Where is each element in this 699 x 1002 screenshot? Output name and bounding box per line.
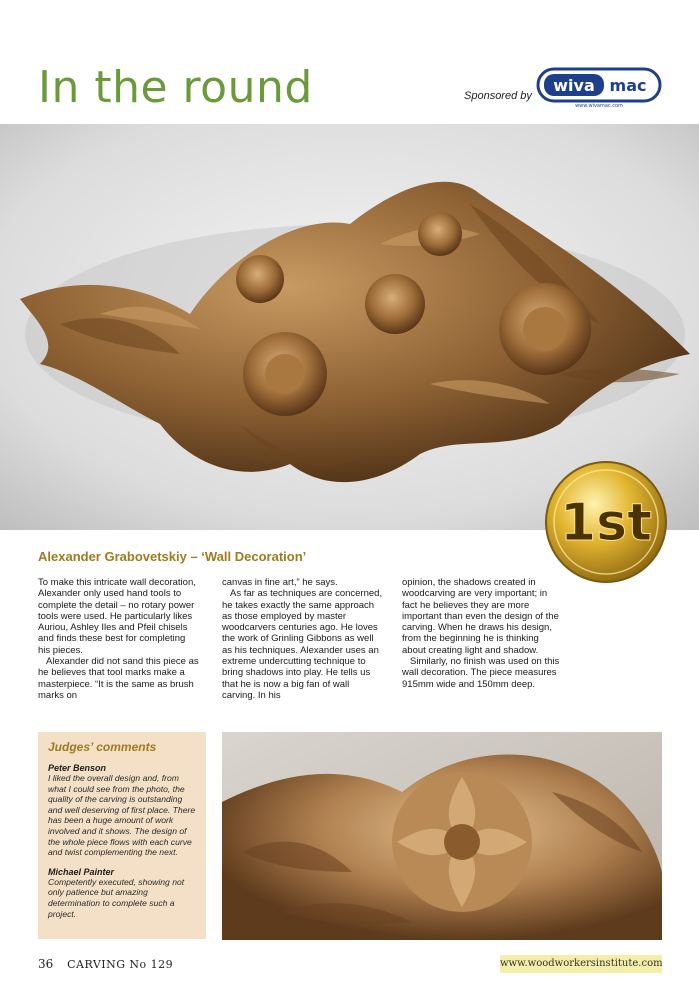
website-link[interactable]: www.woodworkersinstitute.com (500, 955, 662, 973)
judge-comment: I liked the overall design and, from what I could see from the photo, the quality of the carving is outstanding and well deserving of first place. There has been a huge amount of work involved and it shows. The design of the whole piece flows with each curve and twist complementing the next. (48, 773, 196, 858)
carving-closeup-photo (222, 732, 662, 940)
page-title: In the round (38, 62, 313, 113)
judge-name: Peter Benson (48, 763, 107, 773)
judges-comments-box (38, 732, 206, 939)
page-footer (38, 957, 173, 971)
paragraph: Similarly, no finish was used on this wall decoration. The piece measures 915mm wide and 150mm deep. (402, 656, 560, 690)
judges-title: Judges’ comments (48, 740, 157, 754)
article-column-2 (222, 577, 384, 701)
judge-comment: Competently executed, showing not only patience but amazing determination to complete such a project. (48, 876, 185, 919)
paragraph: To make this intricate wall decoration, Alexander only used hand tools to complete the detail – no rotary power tools were used. He particularly likes Auriou, Ashley Iles and Pfeil chisels and finds these best for completing his pieces. (38, 577, 196, 656)
sponsored-by-label: Sponsored by (464, 90, 532, 102)
article-column-1 (38, 577, 200, 701)
article-column-3 (402, 577, 564, 690)
paragraph: canvas in fine art,” he says. (222, 577, 338, 588)
logo-url: www.wivamac.com (575, 103, 623, 109)
svg-text:wiva: wiva (553, 76, 595, 95)
magazine-name: CARVING (67, 958, 126, 971)
judge-name: Michael Painter (48, 866, 115, 877)
page-number: 36 (38, 957, 54, 971)
wivamac-logo[interactable] (536, 67, 662, 109)
first-place-badge (544, 460, 668, 584)
badge-text: 1st (560, 493, 652, 553)
svg-text:mac: mac (609, 76, 647, 95)
paragraph: opinion, the shadows created in woodcarving are very important; in fact he believes they are more important than even the design of the carving. When he draws his design, from the beginning he is thinking about creating light and shadow. (402, 577, 559, 656)
issue-number: No 129 (129, 958, 174, 971)
article-heading: Alexander Grabovetskiy – ‘Wall Decoration’ (38, 549, 307, 564)
paragraph: Alexander did not sand this piece as he believes that tool marks make a masterpiece. “It is the same as brush marks on (38, 656, 199, 701)
paragraph: As far as techniques are concerned, he takes exactly the same approach as those employed by master woodcarvers centuries ago. He loves the work of Grinling Gibbons as well as his techniques. Alexander uses an extreme undercutting technique to bring shadows into play. He tells us that he is now a big fan of wall carving. In his (222, 588, 383, 701)
